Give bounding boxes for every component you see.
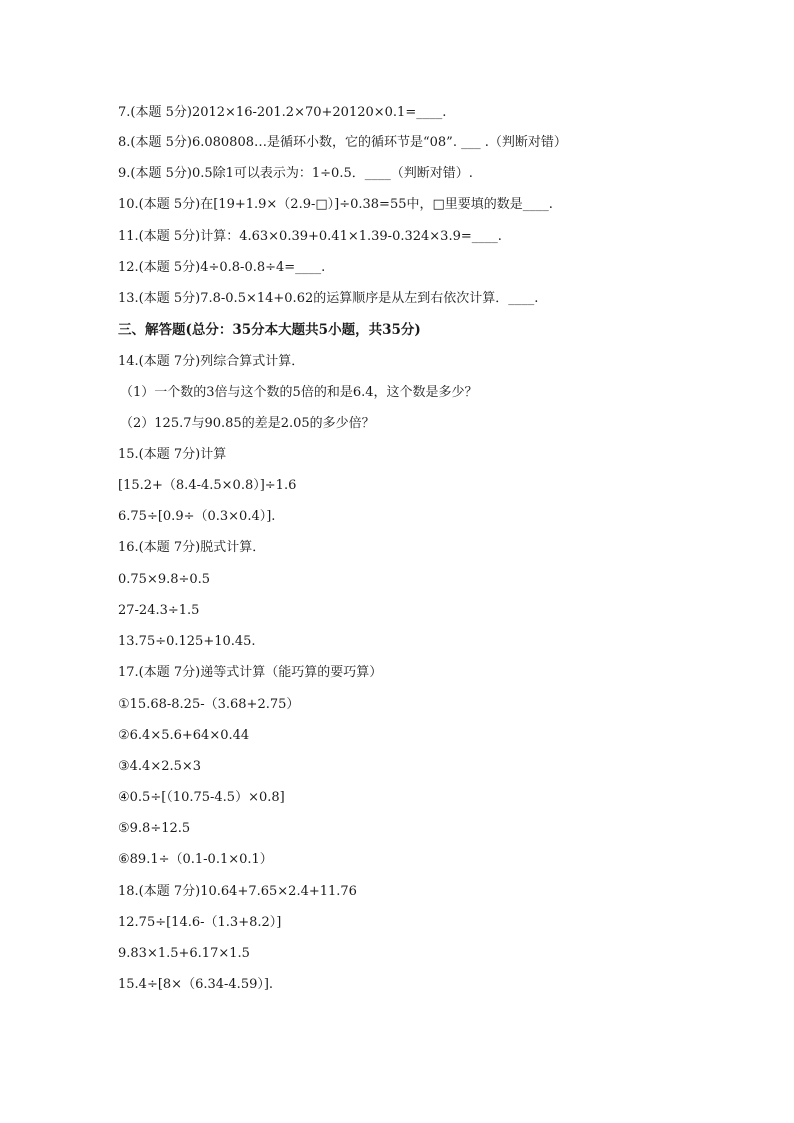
question-17-item-3: ③4.4×2.5×3: [118, 759, 202, 774]
question-16-expr-2: 27-24.3÷1.5: [118, 603, 200, 618]
question-13: 13.(本题 5分)7.8-0.5×14+0.62的运算顺序是从左到右依次计算．____.: [118, 291, 539, 306]
question-15: 15.(本题 7分)计算: [118, 447, 227, 462]
question-10: 10.(本题 5分)在[19+1.9×（2.9-□）]÷0.38=55中，□里要填的数是____.: [118, 197, 553, 212]
question-17: 17.(本题 7分)递等式计算（能巧算的要巧算）: [118, 665, 383, 680]
question-18: 18.(本题 7分)10.64+7.65×2.4+11.76: [118, 884, 357, 899]
question-12: 12.(本题 5分)4÷0.8-0.8÷4=____.: [118, 260, 326, 275]
question-14: 14.(本题 7分)列综合算式计算．: [118, 354, 305, 369]
question-18-expr-4: 15.4÷[8×（6.34-4.59）].: [118, 977, 274, 992]
question-14-part-1: （1）一个数的3倍与这个数的5倍的和是6.4，这个数是多少？: [120, 385, 478, 400]
question-17-item-2: ②6.4×5.6+64×0.44: [118, 728, 250, 743]
question-17-item-6: ⑥89.1÷（0.1-0.1×0.1）: [118, 852, 273, 867]
question-15-expr-1: [15.2+（8.4-4.5×0.8）]÷1.6: [118, 478, 297, 493]
question-18-expr-3: 9.83×1.5+6.17×1.5: [118, 946, 250, 961]
question-11: 11.(本题 5分)计算：4.63×0.39+0.41×1.39-0.324×3.9=____.: [118, 229, 502, 244]
question-14-part-2: （2）125.7与90.85的差是2.05的多少倍？: [120, 416, 375, 431]
question-15-expr-2: 6.75÷[0.9÷（0.3×0.4）].: [118, 509, 276, 524]
question-17-item-4: ④0.5÷[（10.75-4.5）×0.8]: [118, 790, 285, 805]
question-16-expr-3: 13.75÷0.125+10.45.: [118, 634, 256, 649]
question-16: 16.(本题 7分)脱式计算．: [118, 540, 266, 555]
question-17-item-5: ⑤9.8÷12.5: [118, 821, 191, 836]
section-heading: 三、解答题(总分：35分本大题共5小题，共35分): [118, 322, 421, 338]
question-16-expr-1: 0.75×9.8÷0.5: [118, 572, 211, 587]
question-9: 9.(本题 5分)0.5除1可以表示为：1÷0.5．____（判断对错）.: [118, 166, 473, 181]
question-8: 8.(本题 5分)6.080808…是循环小数，它的循环节是“08”. ___ .（判断对错）: [118, 135, 567, 150]
question-17-item-1: ①15.68-8.25-（3.68+2.75）: [118, 697, 300, 712]
question-18-expr-2: 12.75÷[14.6-（1.3+8.2）]: [118, 915, 282, 930]
question-7: 7.(本题 5分)2012×16-201.2×70+20120×0.1=____.: [118, 105, 447, 120]
